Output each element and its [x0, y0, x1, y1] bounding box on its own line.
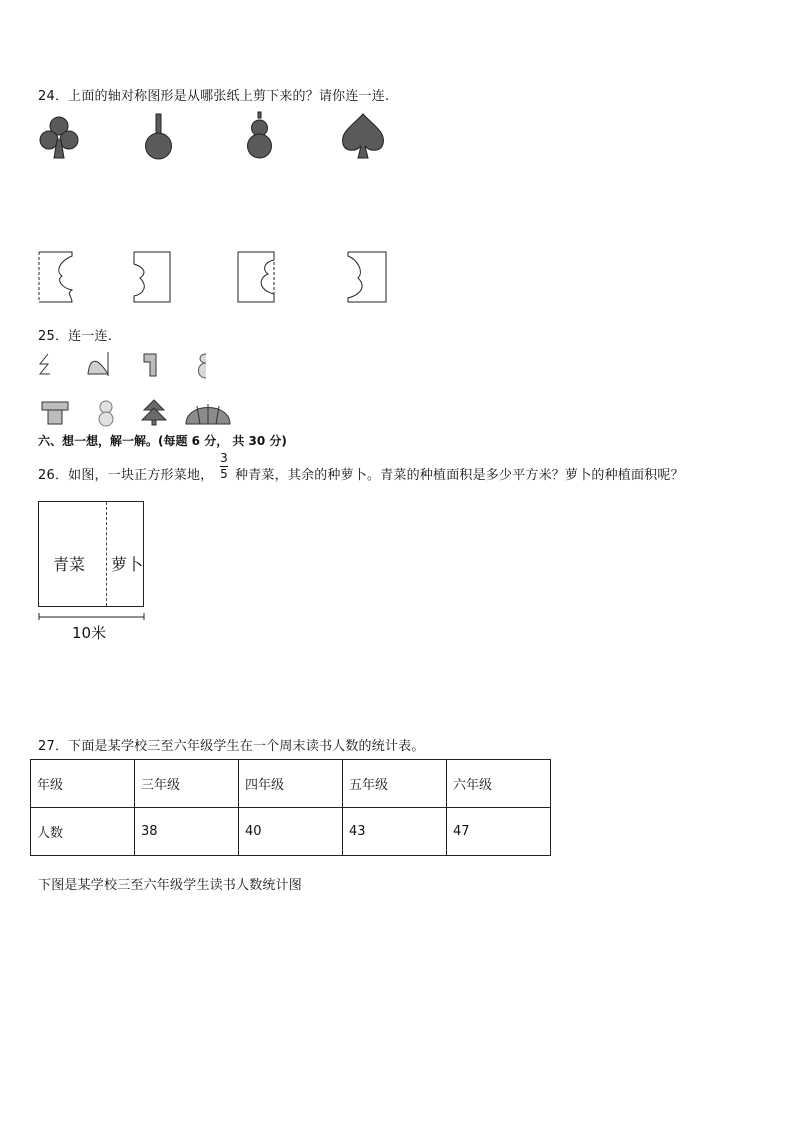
question-27-text: 27．下面是某学校三至六年级学生在一个周末读书人数的统计表。	[38, 739, 425, 754]
table-cell: 47	[447, 808, 551, 856]
half-tree-piece	[40, 354, 50, 374]
reading-stats-table	[30, 759, 551, 856]
club-shape	[40, 117, 78, 158]
gourd-shape	[248, 112, 272, 158]
snowman-figure	[99, 401, 113, 426]
half-pieces-row	[36, 350, 216, 380]
section-6-heading: 六、想一想，解一解。(每题 6 分， 共 30 分)	[38, 434, 287, 448]
table-cell: 40	[239, 808, 343, 856]
table-cell: 六年级	[447, 760, 551, 808]
table-cell: 38	[135, 808, 239, 856]
fraction-denominator: 5	[220, 467, 228, 481]
table-cell: 人数	[31, 808, 135, 856]
paper-half-spade	[348, 252, 386, 302]
question-25-text: 25．连一连.	[38, 329, 113, 344]
fraction-numerator: 3	[220, 451, 228, 465]
paper-half-gourd	[238, 252, 274, 302]
plot-divider	[106, 502, 107, 606]
dimension-label: 10米	[72, 624, 107, 642]
question-26-prefix: 26．如图，一块正方形菜地，	[38, 468, 214, 483]
half-snowman-piece	[199, 354, 207, 378]
symmetric-shapes-row	[36, 112, 396, 164]
question-26-suffix: 种青菜，其余的种萝卜。青菜的种植面积是多少平方米？萝卜的种植面积呢？	[235, 468, 684, 483]
half-house-piece	[144, 354, 156, 376]
house-figure	[42, 402, 68, 424]
full-figures-row	[36, 398, 236, 428]
paper-half-keyhole	[134, 252, 170, 302]
vegetable-plot	[38, 501, 144, 607]
spade-shape	[343, 114, 384, 158]
tree-figure	[142, 400, 166, 425]
table-cell: 五年级	[343, 760, 447, 808]
radish-label: 萝卜	[111, 555, 144, 574]
fraction-three-fifths	[220, 452, 228, 481]
paper-half-club	[39, 252, 72, 302]
question-24-text: 24．上面的轴对称图形是从哪张纸上剪下来的？请你连一连.	[38, 89, 390, 104]
dimension-line	[38, 612, 146, 622]
umbrella-figure	[186, 404, 230, 424]
table-cell: 三年级	[135, 760, 239, 808]
half-umbrella-piece	[88, 352, 108, 376]
table-cell: 43	[343, 808, 447, 856]
paper-pieces-row	[36, 250, 396, 306]
table-cell: 四年级	[239, 760, 343, 808]
cabbage-label: 青菜	[53, 555, 86, 574]
keyhole-shape	[146, 114, 172, 159]
table-row-header	[31, 760, 551, 808]
table-row-counts	[31, 808, 551, 856]
table-cell: 年级	[31, 760, 135, 808]
chart-caption: 下图是某学校三至六年级学生读书人数统计图	[38, 878, 303, 893]
